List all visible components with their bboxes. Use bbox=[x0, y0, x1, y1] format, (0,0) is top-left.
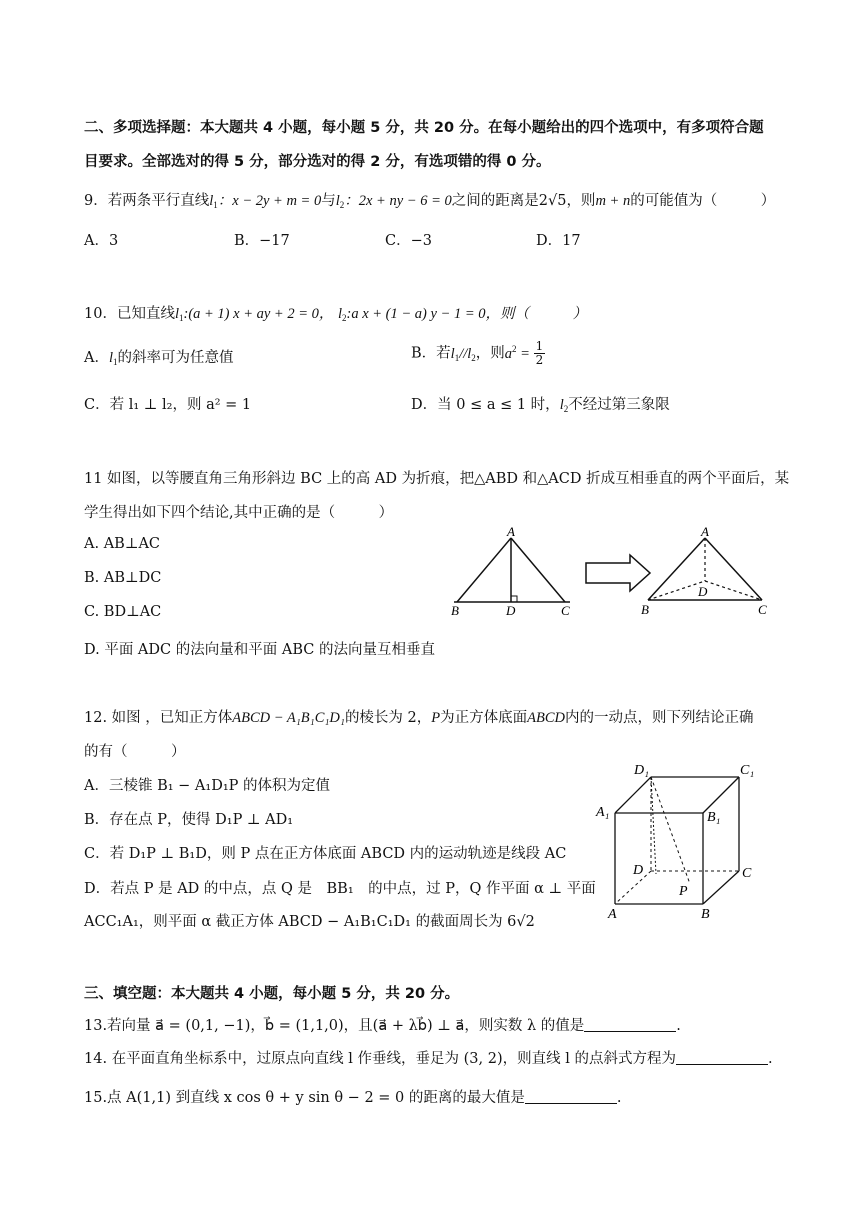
q11-tri-ac bbox=[511, 538, 565, 602]
q10-fraction: $\frac{1}{2}$ bbox=[535, 339, 544, 367]
q12-option-d-line2: ACC₁A₁，则平面 α 截正方体 ABCD − A₁B₁C₁D₁ 的截面周长为 6√2 bbox=[84, 914, 535, 930]
q15-answer-blank[interactable] bbox=[525, 1089, 617, 1104]
q12-cube-figure bbox=[590, 758, 770, 928]
q12-option-a: A．三棱锥 B₁ − A₁D₁P 的体积为定值 bbox=[84, 778, 331, 794]
q14-answer-blank[interactable] bbox=[676, 1050, 768, 1065]
q12-label-d1: D₁ bbox=[634, 763, 649, 778]
q13-answer-blank[interactable] bbox=[584, 1017, 676, 1032]
q11-label-b: B bbox=[451, 603, 459, 618]
q11-option-c: C. BD⊥AC bbox=[84, 604, 162, 620]
q12-option-d-line1: D．若点 P 是 AD 的中点，点 Q 是 BB₁ 的中点，过 P，Q 作平面 α ⊥ 平面 bbox=[84, 881, 596, 897]
q11-option-d: D. 平面 ADC 的法向量和平面 ABC 的法向量互相垂直 bbox=[84, 642, 435, 658]
q10-option-c: C．若 l₁ ⊥ l₂，则 a² = 1 bbox=[84, 397, 252, 413]
q11-right-angle-mark bbox=[511, 596, 517, 602]
q11-label-d: D bbox=[506, 603, 516, 618]
q11-fold-figure bbox=[440, 525, 790, 625]
q11-tet-ab bbox=[648, 538, 705, 600]
q12-label-a1: A₁ bbox=[596, 805, 610, 820]
q10-option-b: B．若$l_1//l_2$，则$a^2$ = $\frac{1}{2}$ bbox=[411, 339, 544, 367]
right-arrow-icon bbox=[586, 555, 650, 591]
q11-label-a: A bbox=[507, 525, 515, 539]
q11-tet-label-c: C bbox=[758, 602, 767, 617]
q10-option-a: A．$l_1$的斜率可为任意值 bbox=[84, 350, 234, 367]
q11-tet-label-d: D bbox=[698, 584, 708, 599]
q9-stem: 9．若两条平行直线$l_1$：x − 2y + m = 0与$l_2$：2x + ny − 6 = 0之间的距离是2√5，则m + n的可能值为（ ） bbox=[84, 193, 776, 210]
q11-tri-ab bbox=[457, 538, 511, 602]
q9-option-b: B．−17 bbox=[234, 233, 290, 249]
q10-stem: 10．已知直线$l_1:(a + 1) x$ + ay + 2 = 0， $l_2:a$ x + (1 − a) y − 1 = 0，则（ ） bbox=[84, 306, 587, 323]
q9-option-d: D．17 bbox=[536, 233, 581, 249]
q11-line2: 学生得出如下四个结论,其中正确的是（ ） bbox=[84, 505, 394, 521]
q12-line2: 的有（ ） bbox=[84, 744, 186, 760]
q11-option-b: B. AB⊥DC bbox=[84, 570, 162, 586]
q12-label-c: C bbox=[742, 866, 752, 881]
section3-heading: 三、填空题：本大题共 4 小题，每小题 5 分，共 20 分。 bbox=[84, 986, 460, 1002]
q12-label-a: A bbox=[608, 907, 617, 922]
section2-heading-line2: 目要求。全部选对的得 5 分，部分选对的得 2 分，有选项错的得 0 分。 bbox=[84, 154, 551, 170]
q12-label-d: D bbox=[633, 863, 644, 878]
q10-option-d: D．当 0 ≤ a ≤ 1 时，$l_2$不经过第三象限 bbox=[411, 397, 670, 414]
q15: 15.点 A(1,1) 到直线 x cos θ + y sin θ − 2 = 0 的距离的最大值是 . bbox=[84, 1090, 622, 1106]
q12-label-p: P bbox=[679, 884, 688, 899]
q11-label-c: C bbox=[561, 603, 570, 618]
q12-option-b: B．存在点 P，使得 D₁P ⊥ AD₁ bbox=[84, 812, 294, 828]
q12-option-c: C．若 D₁P ⊥ B₁D，则 P 点在正方体底面 ABCD 内的运动轨迹是线段 AC bbox=[84, 846, 567, 862]
q11-option-a: A. AB⊥AC bbox=[84, 536, 161, 552]
q14: 14. 在平面直角坐标系中，过原点向直线 l 作垂线，垂足为 (3, 2)，则直线 l 的点斜式方程为 . bbox=[84, 1051, 773, 1067]
q13: 13.若向量 a⃗ = (0,1, −1)，b⃗ = (1,1,0)，且(a⃗ + λb⃗) ⊥ a⃗，则实数 λ 的值是 . bbox=[84, 1018, 681, 1034]
q11-tet-label-b: B bbox=[641, 602, 649, 617]
q9-option-c: C．−3 bbox=[385, 233, 432, 249]
q12-line1: 12. 如图 ，已知正方体ABCD − A₁B₁C₁D₁的棱长为 2，P为正方体底面ABCD内的一动点，则下列结论正确 bbox=[84, 710, 754, 726]
q11-line1: 11 如图，以等腰直角三角形斜边 BC 上的高 AD 为折痕，把△ABD 和△ACD 折成互相垂直的两个平面后，某 bbox=[84, 471, 790, 487]
q12-label-b: B bbox=[701, 907, 710, 922]
q12-label-b1: B₁ bbox=[707, 810, 721, 825]
q11-tet-label-a: A bbox=[701, 525, 709, 539]
q12-label-c1: C₁ bbox=[740, 763, 755, 778]
section2-heading-line1: 二、多项选择题：本大题共 4 小题，每小题 5 分，共 20 分。在每小题给出的四个选项中，有多项符合题 bbox=[84, 120, 764, 136]
q9-option-a: A．3 bbox=[84, 233, 119, 249]
